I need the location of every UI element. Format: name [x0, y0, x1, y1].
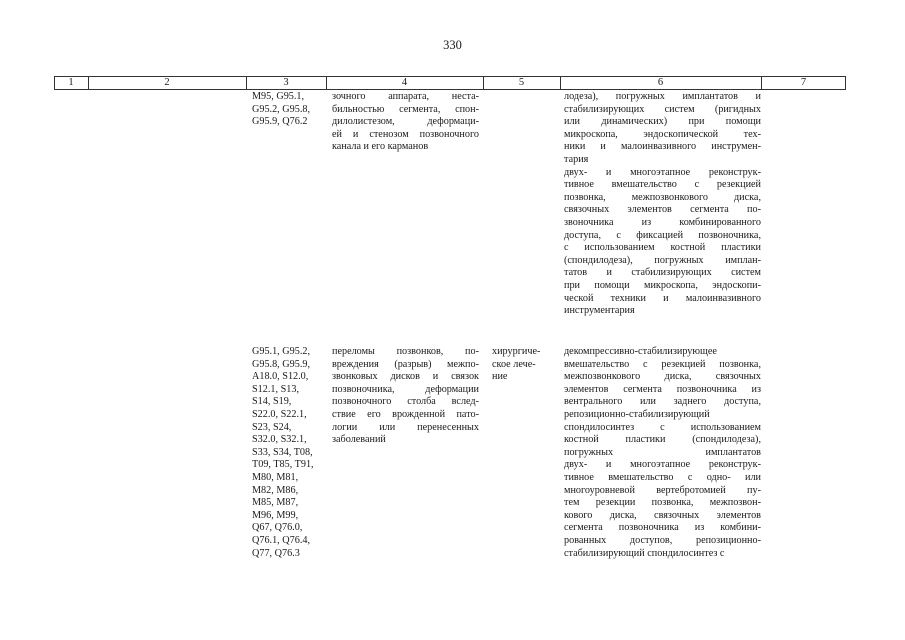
- text-line: M82, M86,: [252, 484, 299, 496]
- text-line: двух- и многоэтапное реконструк-: [564, 166, 761, 178]
- text-line: зочного аппарата, неста-: [332, 91, 479, 102]
- text-line: вмешательство с резекцией позвонка,: [564, 358, 761, 370]
- text-line: рованных доступов, репозиционно-: [564, 534, 761, 546]
- text-line: спондилосинтез с использованием: [564, 421, 761, 433]
- row2-icd-codes: [252, 346, 324, 560]
- column-header-2: 2: [164, 77, 170, 88]
- row2-disease-description: [332, 346, 479, 447]
- text-line: S23, S24,: [252, 421, 292, 433]
- text-line: костной пластики (спондилодеза),: [564, 434, 761, 446]
- text-line: M96, M99,: [252, 509, 299, 521]
- text-line: ние: [492, 371, 508, 383]
- text-line: S12.1, S13,: [252, 383, 299, 395]
- text-line: M85, M87,: [252, 497, 299, 509]
- text-line: двух- и многоэтапное реконструк-: [564, 459, 761, 471]
- row2-treatment-type: [492, 346, 551, 384]
- text-line: G95.1, G95.2,: [252, 346, 311, 357]
- text-line: T09, T85, T91,: [252, 459, 314, 471]
- text-line: тивное вмешательство с одно- или: [564, 471, 761, 483]
- text-line: S14, S19,: [252, 396, 292, 408]
- text-line: тем резекции позвонка, межпозвон-: [564, 497, 761, 509]
- text-line: доступа, с фиксацией позвоночника,: [564, 229, 761, 241]
- text-line: A18.0, S12.0,: [252, 371, 309, 383]
- text-line: микроскопа, эндоскопической тех-: [564, 128, 761, 140]
- text-line: Q76.1, Q76.4,: [252, 534, 311, 546]
- text-line: тария: [564, 153, 589, 165]
- text-line: элементов сегмента позвоночника из: [564, 383, 761, 395]
- column-header-5: 5: [518, 77, 525, 88]
- text-line: позвоночного столба вслед-: [332, 396, 479, 408]
- text-line: межпозвонкового диска, связочных: [564, 371, 761, 383]
- text-line: звоночника из комбинированного: [564, 216, 761, 228]
- text-line: G95.9, Q76.2: [252, 116, 308, 128]
- text-line: кового диска, связочных элементов: [564, 509, 761, 521]
- text-line: логии или перенесенных: [332, 421, 479, 433]
- text-line: заболеваний: [332, 434, 386, 446]
- text-line: S33, S34, T08,: [252, 446, 313, 458]
- column-header-3: 3: [283, 77, 289, 88]
- text-line: тивное вмешательство с резекцией: [564, 179, 761, 191]
- text-line: S32.0, S32.1,: [252, 434, 307, 446]
- text-line: стабилизирующих систем (ригидных: [564, 103, 761, 115]
- text-line: G95.8, G95.9,: [252, 358, 311, 370]
- column-header-6: 6: [657, 77, 664, 88]
- text-line: или динамических) при помощи: [564, 116, 761, 128]
- text-line: S22.0, S22.1,: [252, 408, 307, 420]
- column-header-4: 4: [401, 77, 408, 88]
- text-line: (спондилодеза), погружных имплан-: [564, 254, 761, 266]
- text-line: инструментария: [564, 305, 635, 317]
- text-line: Q67, Q76.0,: [252, 522, 303, 534]
- text-line: вреждения (разрыв) межпо-: [332, 358, 479, 370]
- text-line: M95, G95.1,: [252, 91, 305, 102]
- text-line: с использованием костной пластики: [564, 242, 761, 254]
- row2-treatment-method: [564, 346, 761, 560]
- text-line: лодеза), погружных имплантатов и: [564, 91, 761, 102]
- text-line: хирургиче-: [492, 346, 541, 357]
- text-line: погружных имплантатов: [564, 446, 761, 458]
- text-line: при помощи микроскопа, эндоскопи-: [564, 279, 761, 291]
- text-line: татов и стабилизирующих систем: [564, 267, 761, 279]
- text-line: M80, M81,: [252, 471, 299, 483]
- text-line: вентрального или заднего доступа,: [564, 396, 761, 408]
- text-line: ники и малоинвазивного инструмен-: [564, 141, 761, 153]
- text-line: G95.2, G95.8,: [252, 103, 311, 115]
- text-line: дилолистезом, деформаци-: [332, 116, 479, 128]
- text-line: ствие его врожденной пато-: [332, 408, 479, 420]
- text-line: ческой техники и малоинвазивного: [564, 292, 761, 304]
- column-header-row: [54, 76, 846, 90]
- text-line: стабилизирующий спондилосинтез с: [564, 547, 725, 559]
- text-line: связочных элементов сегмента по-: [564, 204, 761, 216]
- text-line: переломы позвонков, по-: [332, 346, 479, 357]
- column-header-7: 7: [800, 77, 807, 88]
- row1-icd-codes: [252, 91, 324, 129]
- row1-treatment-method: [564, 91, 761, 318]
- text-line: позвонка, межпозвонкового диска,: [564, 191, 761, 203]
- text-line: позвоночника, деформации: [332, 383, 479, 395]
- text-line: канала и его карманов: [332, 141, 429, 153]
- text-line: звонковых дисков и связок: [332, 371, 479, 383]
- text-line: декомпрессивно-стабилизирующее: [564, 346, 717, 357]
- text-line: ей и стенозом позвоночного: [332, 128, 479, 140]
- text-line: ское лече-: [492, 358, 536, 370]
- text-line: многоуровневой вертебротомией пу-: [564, 484, 761, 496]
- text-line: репозиционно-стабилизирующий: [564, 408, 710, 420]
- column-header-1: 1: [68, 77, 74, 88]
- text-line: сегмента позвоночника из комбини-: [564, 522, 761, 534]
- row1-disease-description: [332, 91, 479, 154]
- page-number: 330: [443, 38, 462, 52]
- text-line: бильностью сегмента, спон-: [332, 103, 479, 115]
- text-line: Q77, Q76.3: [252, 547, 300, 559]
